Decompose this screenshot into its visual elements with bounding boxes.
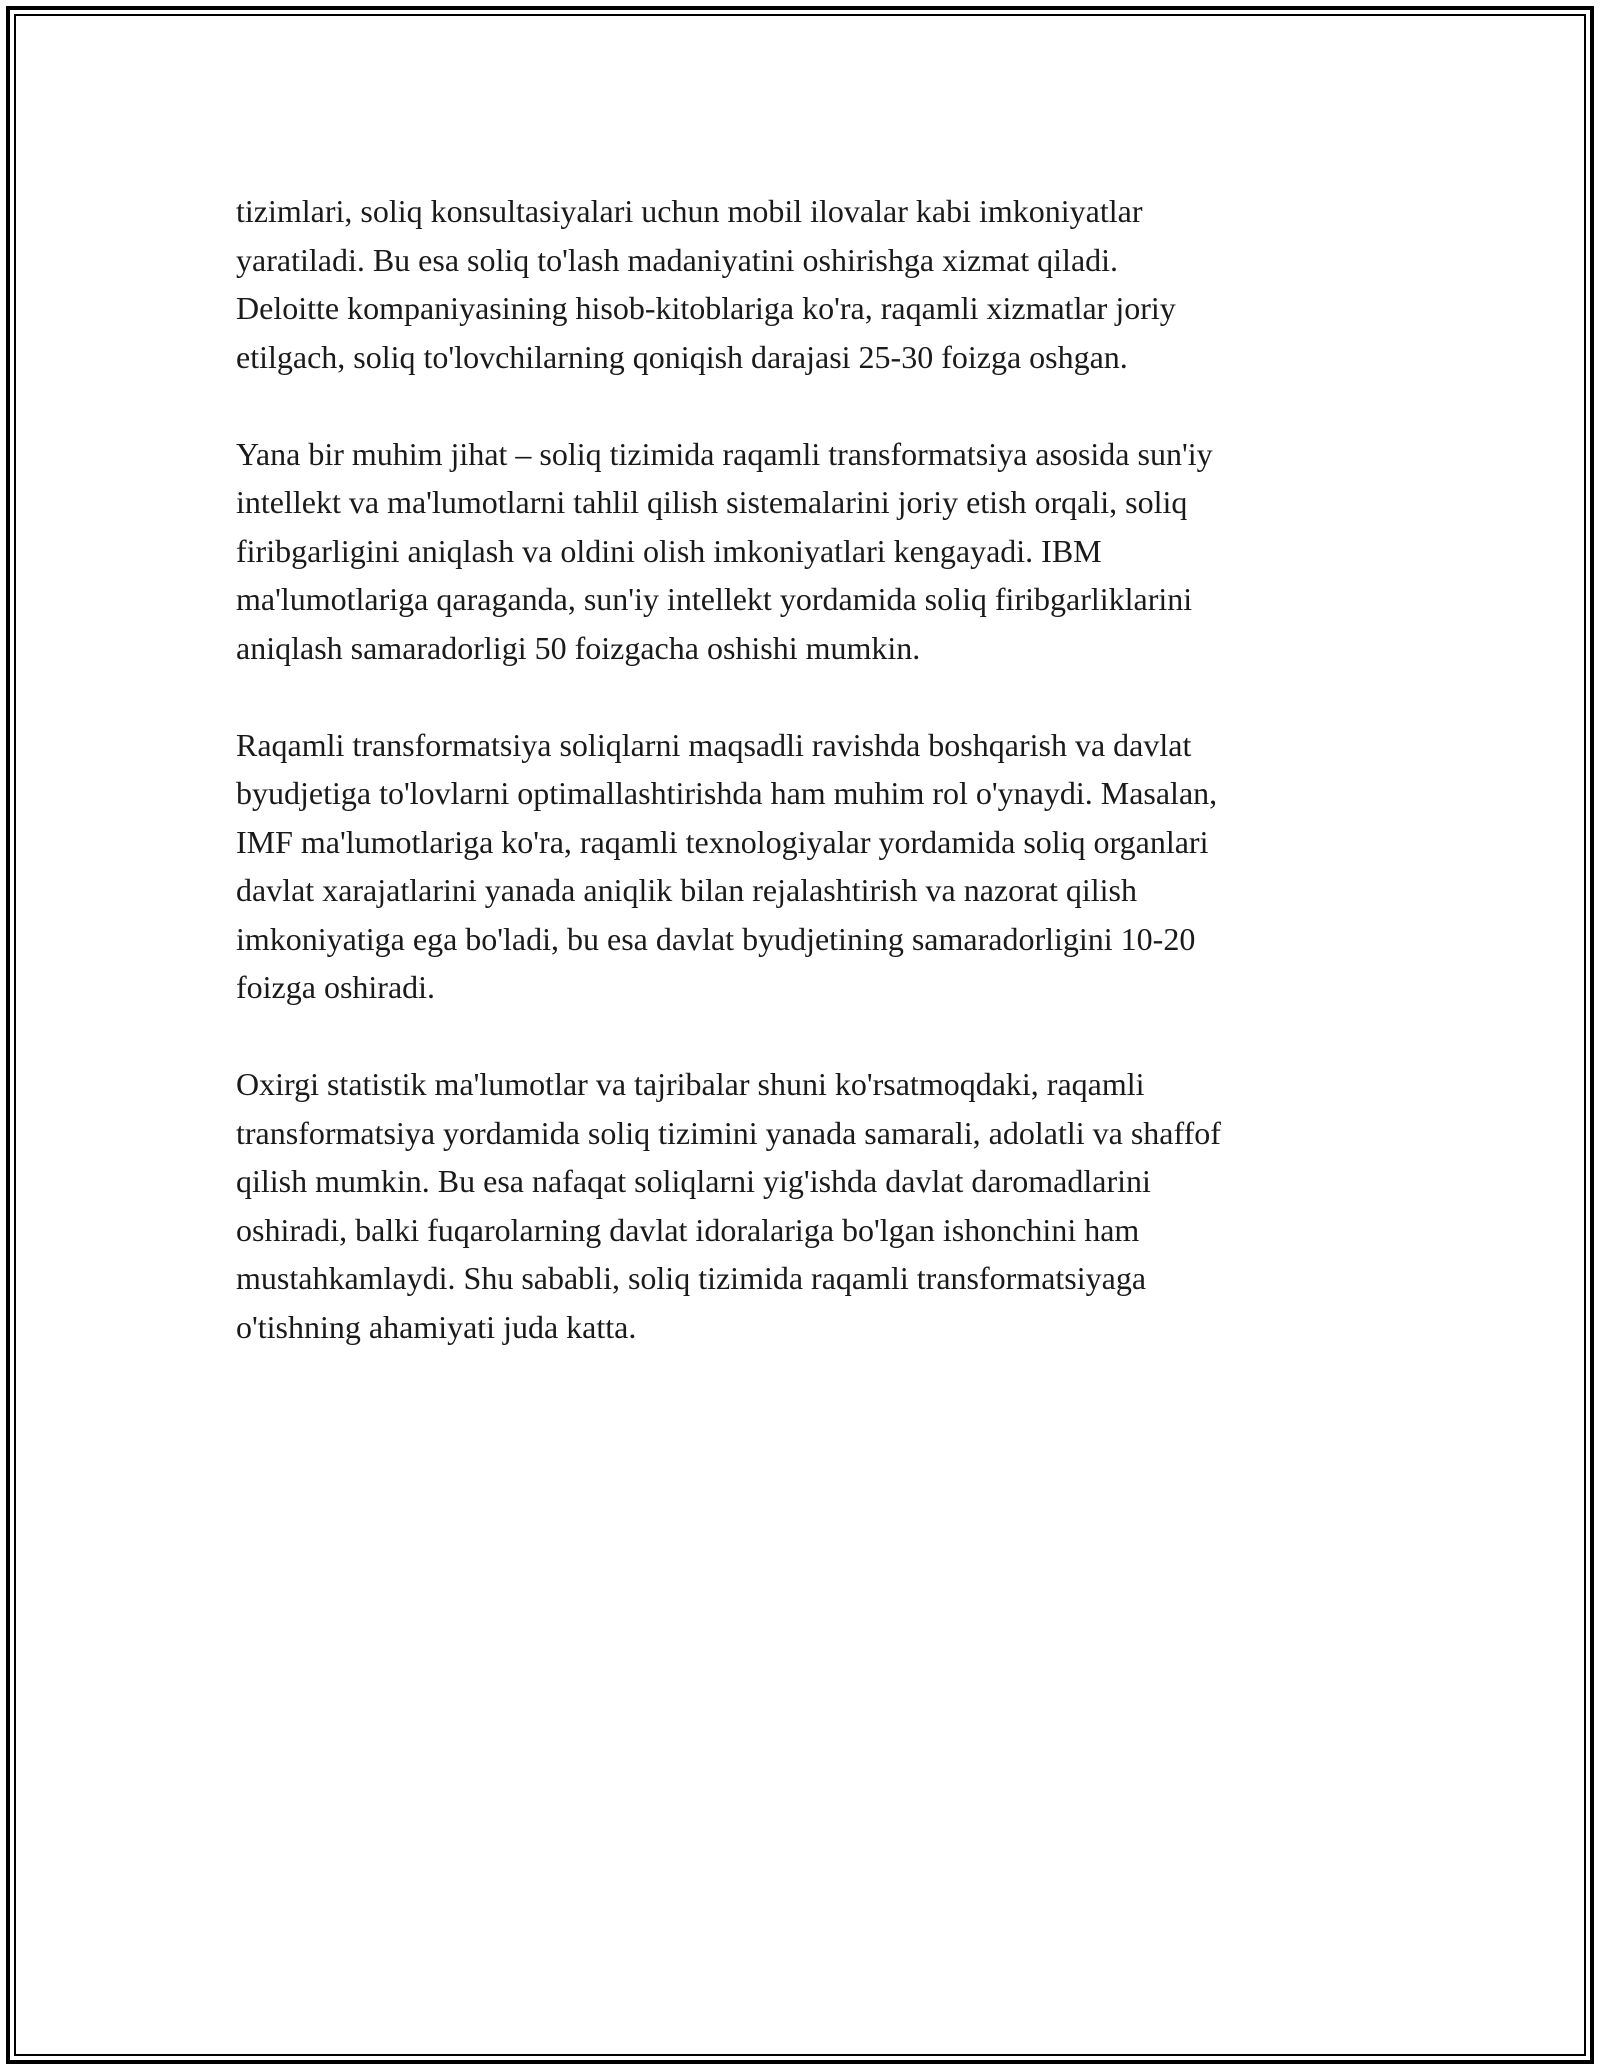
- paragraph-digital-services: tizimlari, soliq konsultasiyalari uchun mobil ilovalar kabi imkoniyatlar yaratiladi. Bu esa soliq to'lash madaniyatini oshirishga xizmat qiladi. Deloitte kompaniyasining hisob-kitoblariga ko'ra, raqamli xizmatlar joriy etilgach, soliq to'lovchilarning qoniqish darajasi 25-30 foizga oshgan.: [236, 193, 1176, 375]
- paragraph-budget-optimization: Raqamli transformatsiya soliqlarni maqsadli ravishda boshqarish va davlat byudjetiga to'lovlarni optimallashtirishda ham muhim rol o'ynaydi. Masalan, IMF ma'lumotlariga ko'ra, raqamli texnologiyalar yordamida soliq organlari davlat xarajatlarini yanada aniqlik bilan rejalashtirish va nazorat qilish imkoniyatiga ega bo'ladi, bu esa davlat byudjetining samaradorligini 10-20 foizga oshiradi.: [236, 726, 1218, 1005]
- paragraph-ai-fraud-detection: Yana bir muhim jihat – soliq tizimida raqamli transformatsiya asosida sun'iy intellekt va ma'lumotlarni tahlil qilish sistemalarini joriy etish orqali, soliq firibgarligini aniqlash va oldini olish imkoniyatlari kengayadi. IBM ma'lumotlariga qaraganda, sun'iy intellekt yordamida soliq firibgarliklarini aniqlash samaradorligi 50 foizgacha oshishi mumkin.: [236, 435, 1213, 666]
- paragraph-conclusion: Oxirgi statistik ma'lumotlar va tajribalar shuni ko'rsatmoqdaki, raqamli transformatsiya yordamida soliq tizimini yanada samarali, adolatli va shaffof qilish mumkin. Bu esa nafaqat soliqlarni yig'ishda davlat daromadlarini oshiradi, balki fuqarolarning davlat idoralariga bo'lgan ishonchini ham mustahkamlaydi. Shu sababli, soliq tizimida raqamli transformatsiyaga o'tishning ahamiyati juda katta.: [236, 1066, 1221, 1345]
- document-body: [236, 187, 1366, 1400]
